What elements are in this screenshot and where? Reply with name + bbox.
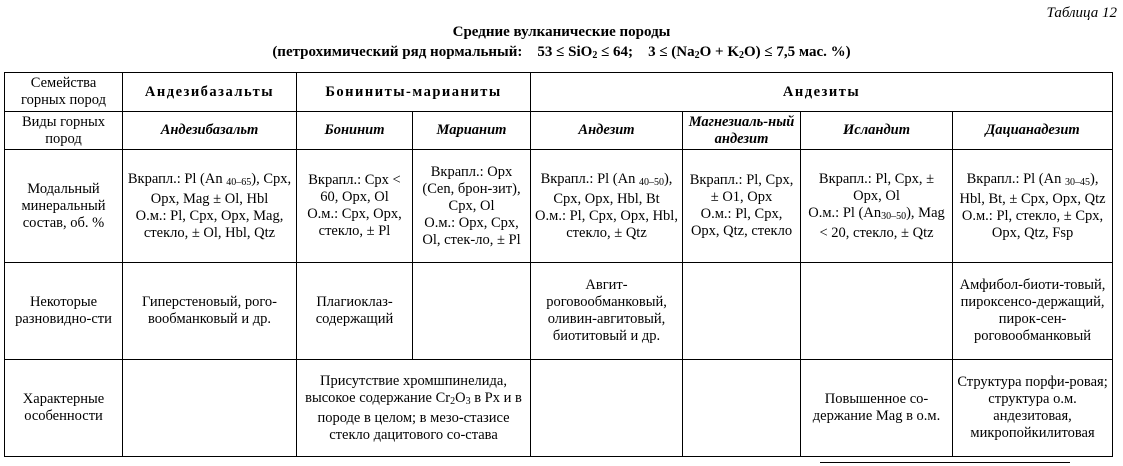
row-label-modal: Модальный минеральный состав, об. % <box>5 150 123 263</box>
footnote-rule <box>820 462 1070 463</box>
row-label-features: Характерные особенности <box>5 360 123 457</box>
modal-cell: Вкрапл.: Pl, Cpx, ± O1, Opx О.м.: Pl, Cpx, Opx, Qtz, стекло <box>683 150 801 263</box>
table-subtitle <box>0 44 1123 61</box>
family-boninites-marianites: Бониниты-марианиты <box>297 73 531 112</box>
modal-cell: Вкрапл.: Pl (An $_{30-45}$), Hbl, Bt, ± Cpx, Opx, Qtz О.м.: Pl, стекло, ± Cpx, Opx, Qtz, Fsp <box>953 150 1113 263</box>
modal-composition-row <box>5 150 1113 263</box>
modal-cell: Вкрапл.: Pl (An $_{40-50}$), Cpx, Opx, Hbl, Bt О.м.: Pl, Cpx, Opx, Hbl, стекло, ± Qtz <box>531 150 683 263</box>
variety-cell <box>801 263 953 360</box>
rock-table <box>4 72 1113 457</box>
family-andesites: Андезиты <box>531 73 1113 112</box>
table-title: Средние вулканические породы <box>452 24 671 40</box>
subtitle-alkali: $3 \le (Na_2O + K_2O) \le 7,5$ мас. %) <box>648 44 851 61</box>
kind-marianite: Марианит <box>413 112 531 150</box>
feature-cell: Структура порфи-ровая; структура о.м. андезитовая, микропойкилитовая <box>953 360 1113 457</box>
feature-cell <box>531 360 683 457</box>
kind-boninite: Бонинит <box>297 112 413 150</box>
variety-cell: Гиперстеновый, рого-вообманковый и др. <box>123 263 297 360</box>
modal-cell: Вкрапл.: Pl, Cpx, ± Opx, Ol О.м.: Pl $(An_{30-50})$, Mag < 20, стекло, ± Qtz <box>801 150 953 263</box>
modal-cell: Вкрапл.: Pl (An $_{40-65}$), Cpx, Opx, Mag ± Ol, Hbl О.м.: Pl, Cpx, Opx, Mag, стекло, ± Ol, Hbl, Qtz <box>123 150 297 263</box>
feature-cell-boninite-marianite: Присутствие хромшпинелида, высокое содержание $Cr_2O_3$ в Px и в породе в целом; в мезо-стазисе стекло дацитового со-става <box>297 360 531 457</box>
variety-cell: Амфибол-биоти-товый, пироксенсо-держащий, пирок-сен-роговообманковый <box>953 263 1113 360</box>
features-row <box>5 360 1113 457</box>
kind-icelandite: Исландит <box>801 112 953 150</box>
varieties-row <box>5 263 1113 360</box>
variety-cell: Плагиоклаз-содержащий <box>297 263 413 360</box>
kind-daciandesite: Дацианадезит <box>953 112 1113 150</box>
variety-cell: Авгит-роговообманковый, оливин-авгитовый, биотитовый и др. <box>531 263 683 360</box>
subtitle-sio2: 53 ≤ SiO$_2$ ≤ 64; <box>537 44 634 61</box>
subtitle-open: (петрохимический ряд нормальный: <box>272 44 523 60</box>
kind-magnesian-andesite: Магнезиаль-ный андезит <box>683 112 801 150</box>
variety-cell <box>413 263 531 360</box>
kind-andesibasalt: Андезибазальт <box>123 112 297 150</box>
feature-cell <box>123 360 297 457</box>
feature-cell <box>683 360 801 457</box>
table-number-label: Таблица 12 <box>1046 5 1117 21</box>
row-label-varieties: Некоторые разновидно-сти <box>5 263 123 360</box>
modal-cell: Вкрапл.: Cpx < 60, Opx, Ol О.м.: Cpx, Opx, стекло, ± Pl <box>297 150 413 263</box>
family-header-label: Семейства горных пород <box>5 73 123 112</box>
family-andesibasalts: Андезибазальты <box>123 73 297 112</box>
kind-header-label: Виды горных пород <box>5 112 123 150</box>
kinds-row <box>5 112 1113 150</box>
feature-cell: Повышенное со-держание Mag в о.м. <box>801 360 953 457</box>
variety-cell <box>683 263 801 360</box>
families-row <box>5 73 1113 112</box>
kind-andesite: Андезит <box>531 112 683 150</box>
modal-cell: Вкрапл.: Opx (Cen, брон-зит), Cpx, Ol О.м.: Opx, Cpx, Ol, стек-ло, ± Pl <box>413 150 531 263</box>
